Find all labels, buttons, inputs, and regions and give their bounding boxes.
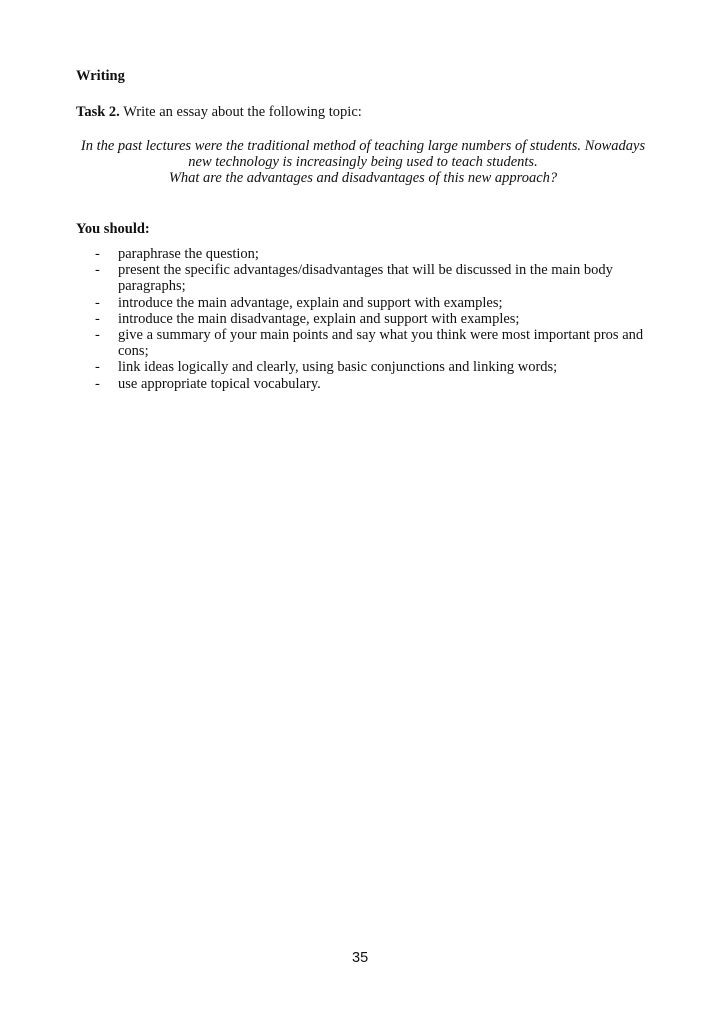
task-label: Task 2. [76,104,120,120]
prompt-line: What are the advantages and disadvantages of this new approach? [168,170,558,186]
bullet-marker: - [95,359,100,376]
list-item [76,295,656,311]
prompt-line: In the past lectures were the traditional method of teaching large numbers of students. Nowadays [80,138,646,154]
list-item-text: present the specific advantages/disadvantages that will be discussed in the main body paragraphs; [118,262,613,295]
bullet-marker: - [95,327,100,344]
list-item [76,311,656,327]
requirements-heading: You should: [76,221,150,237]
list-item-text: use appropriate topical vocabulary. [118,375,321,392]
bullet-marker: - [95,294,100,311]
task-line [76,104,362,120]
list-item-text: introduce the main advantage, explain and support with examples; [118,294,503,311]
prompt-line: new technology is increasingly being used to teach students. [188,154,538,170]
bullet-marker: - [95,262,100,279]
list-item [76,359,656,375]
list-item-text: paraphrase the question; [118,246,259,262]
bullet-marker: - [95,310,100,327]
list-item [76,376,656,392]
section-heading: Writing [76,68,125,84]
bullet-marker: - [95,246,100,262]
list-item-text: give a summary of your main points and say what you think were most important pros and cons; [118,327,644,360]
requirements-list [76,246,656,392]
essay-prompt [76,138,650,186]
list-item [76,262,656,294]
list-item [76,246,656,262]
task-instruction: Write an essay about the following topic: [123,104,362,120]
list-item-text: link ideas logically and clearly, using basic conjunctions and linking words; [118,359,558,376]
bullet-marker: - [95,375,100,392]
page-number: 35 [352,950,369,966]
list-item-text: introduce the main disadvantage, explain and support with examples; [118,310,520,327]
list-item [76,327,656,359]
